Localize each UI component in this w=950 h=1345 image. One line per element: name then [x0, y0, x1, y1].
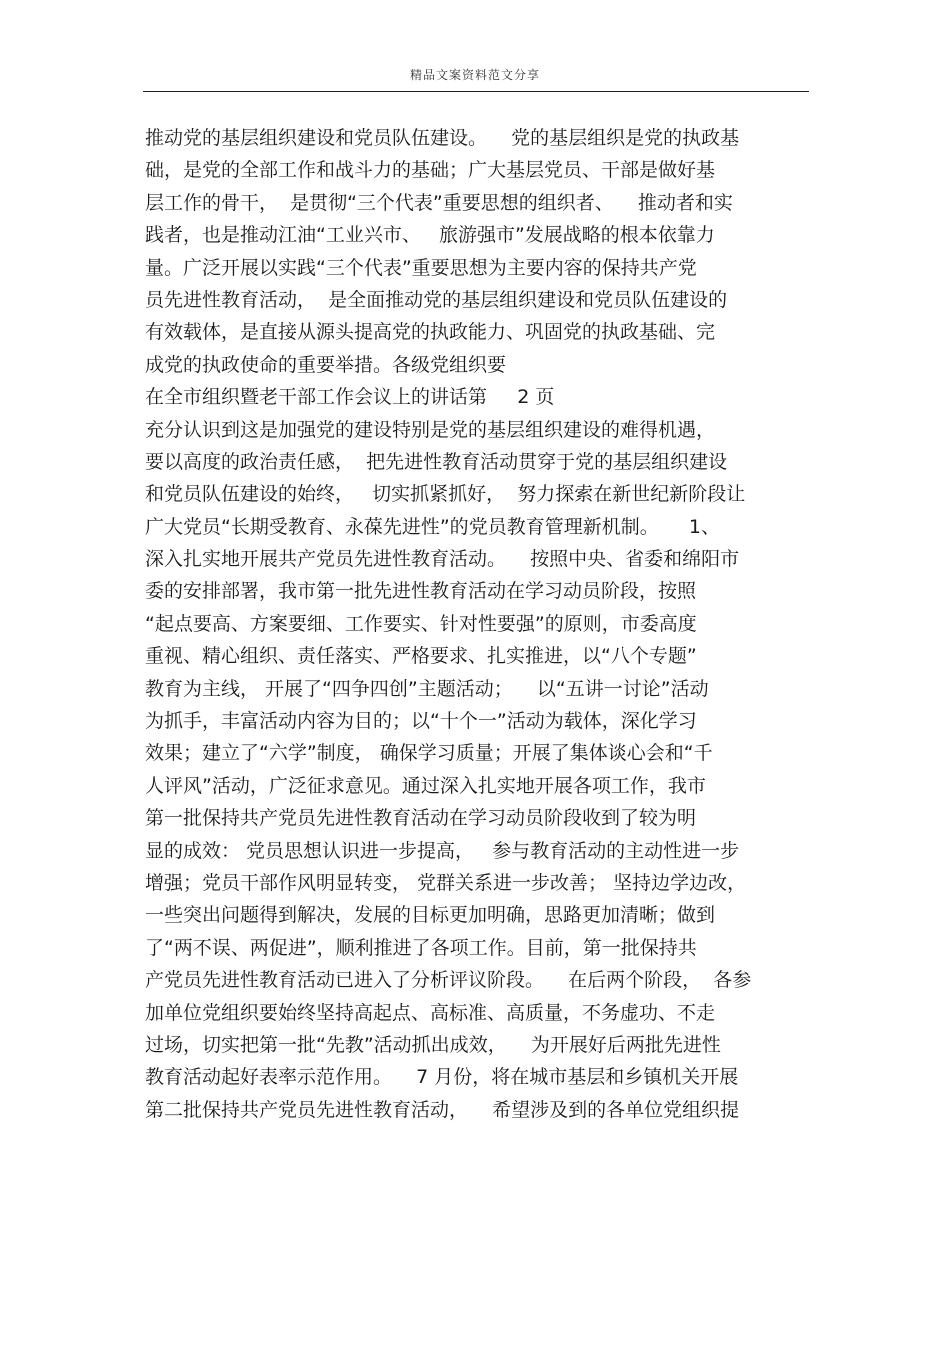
page-header: 精品文案资料范文分享 — [409, 68, 540, 82]
text-line: 了“两不误、两促进”，顺利推进了各项工作。目前，第一批保持共 — [145, 936, 697, 959]
text-line: 教育活动起好表率示范作用。 7 月份，将在城市基层和乡镇机关开展 — [145, 1066, 739, 1089]
text-line: 人评风”活动，广泛征求意见。通过深入扎实地开展各项工作，我市 — [145, 774, 706, 797]
text-line: “起点要高、方案要细、工作要实、针对性要强”的原则，市委高度 — [145, 612, 697, 635]
text-line: 充分认识到这是加强党的建设特别是党的基层组织建设的难得机遇， — [145, 418, 716, 441]
text-line: 广大党员“长期受教育、永葆先进性”的党员教育管理新机制。 1、 — [145, 515, 720, 538]
text-line: 有效载体，是直接从源头提高党的执政能力、巩固党的执政基础、完 — [145, 321, 716, 344]
text-line: 和党员队伍建设的始终， 切实抓紧抓好， 努力探索在新世纪新阶段让 — [145, 483, 746, 506]
text-line: 加单位党组织要始终坚持高起点、高标准、高质量，不务虚功、不走 — [145, 1001, 716, 1024]
text-line: 产党员先进性教育活动已进入了分析评议阶段。 在后两个阶段， 各参 — [145, 969, 752, 992]
text-line: 深入扎实地开展共产党员先进性教育活动。 按照中央、省委和绵阳市 — [145, 548, 740, 571]
text-line: 础，是党的全部工作和战斗力的基础；广大基层党员、干部是做好基 — [145, 159, 716, 182]
text-line: 教育为主线， 开展了“四争四创”主题活动； 以“五讲一讨论”活动 — [145, 677, 709, 700]
text-line: 成党的执政使命的重要举措。各级党组织要 — [145, 353, 507, 376]
body-text — [145, 122, 813, 1126]
text-line: 增强；党员干部作风明显转变， 党群关系进一步改善； 坚持边学边改， — [145, 871, 747, 894]
text-line: 重视、精心组织、责任落实、严格要求、扎实推进，以“八个专题” — [145, 645, 697, 668]
text-line: 一些突出问题得到解决，发展的目标更加明确，思路更加清晰；做到 — [145, 904, 716, 927]
text-line: 员先进性教育活动， 是全面推动党的基层组织建设和党员队伍建设的 — [145, 288, 728, 311]
page-footer-line: 在全市组织暨老干部工作会议上的讲话第 2 页 — [145, 386, 555, 409]
text-line: 为抓手，丰富活动内容为目的；以“十个一”活动为载体，深化学习 — [145, 710, 697, 733]
text-line: 量。广泛开展以实践“三个代表”重要思想为主要内容的保持共产党 — [145, 256, 697, 279]
text-line: 层工作的骨干， 是贯彻“三个代表”重要思想的组织者、 推动者和实 — [145, 191, 733, 214]
text-line: 显的成效： 党员思想认识进一步提高， 参与教育活动的主动性进一步 — [145, 839, 740, 862]
text-line: 践者，也是推动江油“工业兴市、 旅游强市”发展战略的根本依靠力 — [145, 224, 715, 247]
text-line: 过场，切实把第一批“先教”活动抓出成效， 为开展好后两批先进性 — [145, 1033, 721, 1056]
text-line: 效果；建立了“六学”制度， 确保学习质量；开展了集体谈心会和“千 — [145, 742, 713, 765]
header-divider — [143, 91, 809, 92]
text-line: 要以高度的政治责任感， 把先进性教育活动贯穿于党的基层组织建设 — [145, 450, 728, 473]
text-line: 第一批保持共产党员先进性教育活动在学习动员阶段收到了较为明 — [145, 807, 697, 830]
text-line: 委的安排部署，我市第一批先进性教育活动在学习动员阶段，按照 — [145, 580, 697, 603]
text-line: 第二批保持共产党员先进性教育活动， 希望涉及到的各单位党组织提 — [145, 1098, 740, 1121]
text-line: 推动党的基层组织建设和党员队伍建设。 党的基层组织是党的执政基 — [145, 127, 740, 149]
